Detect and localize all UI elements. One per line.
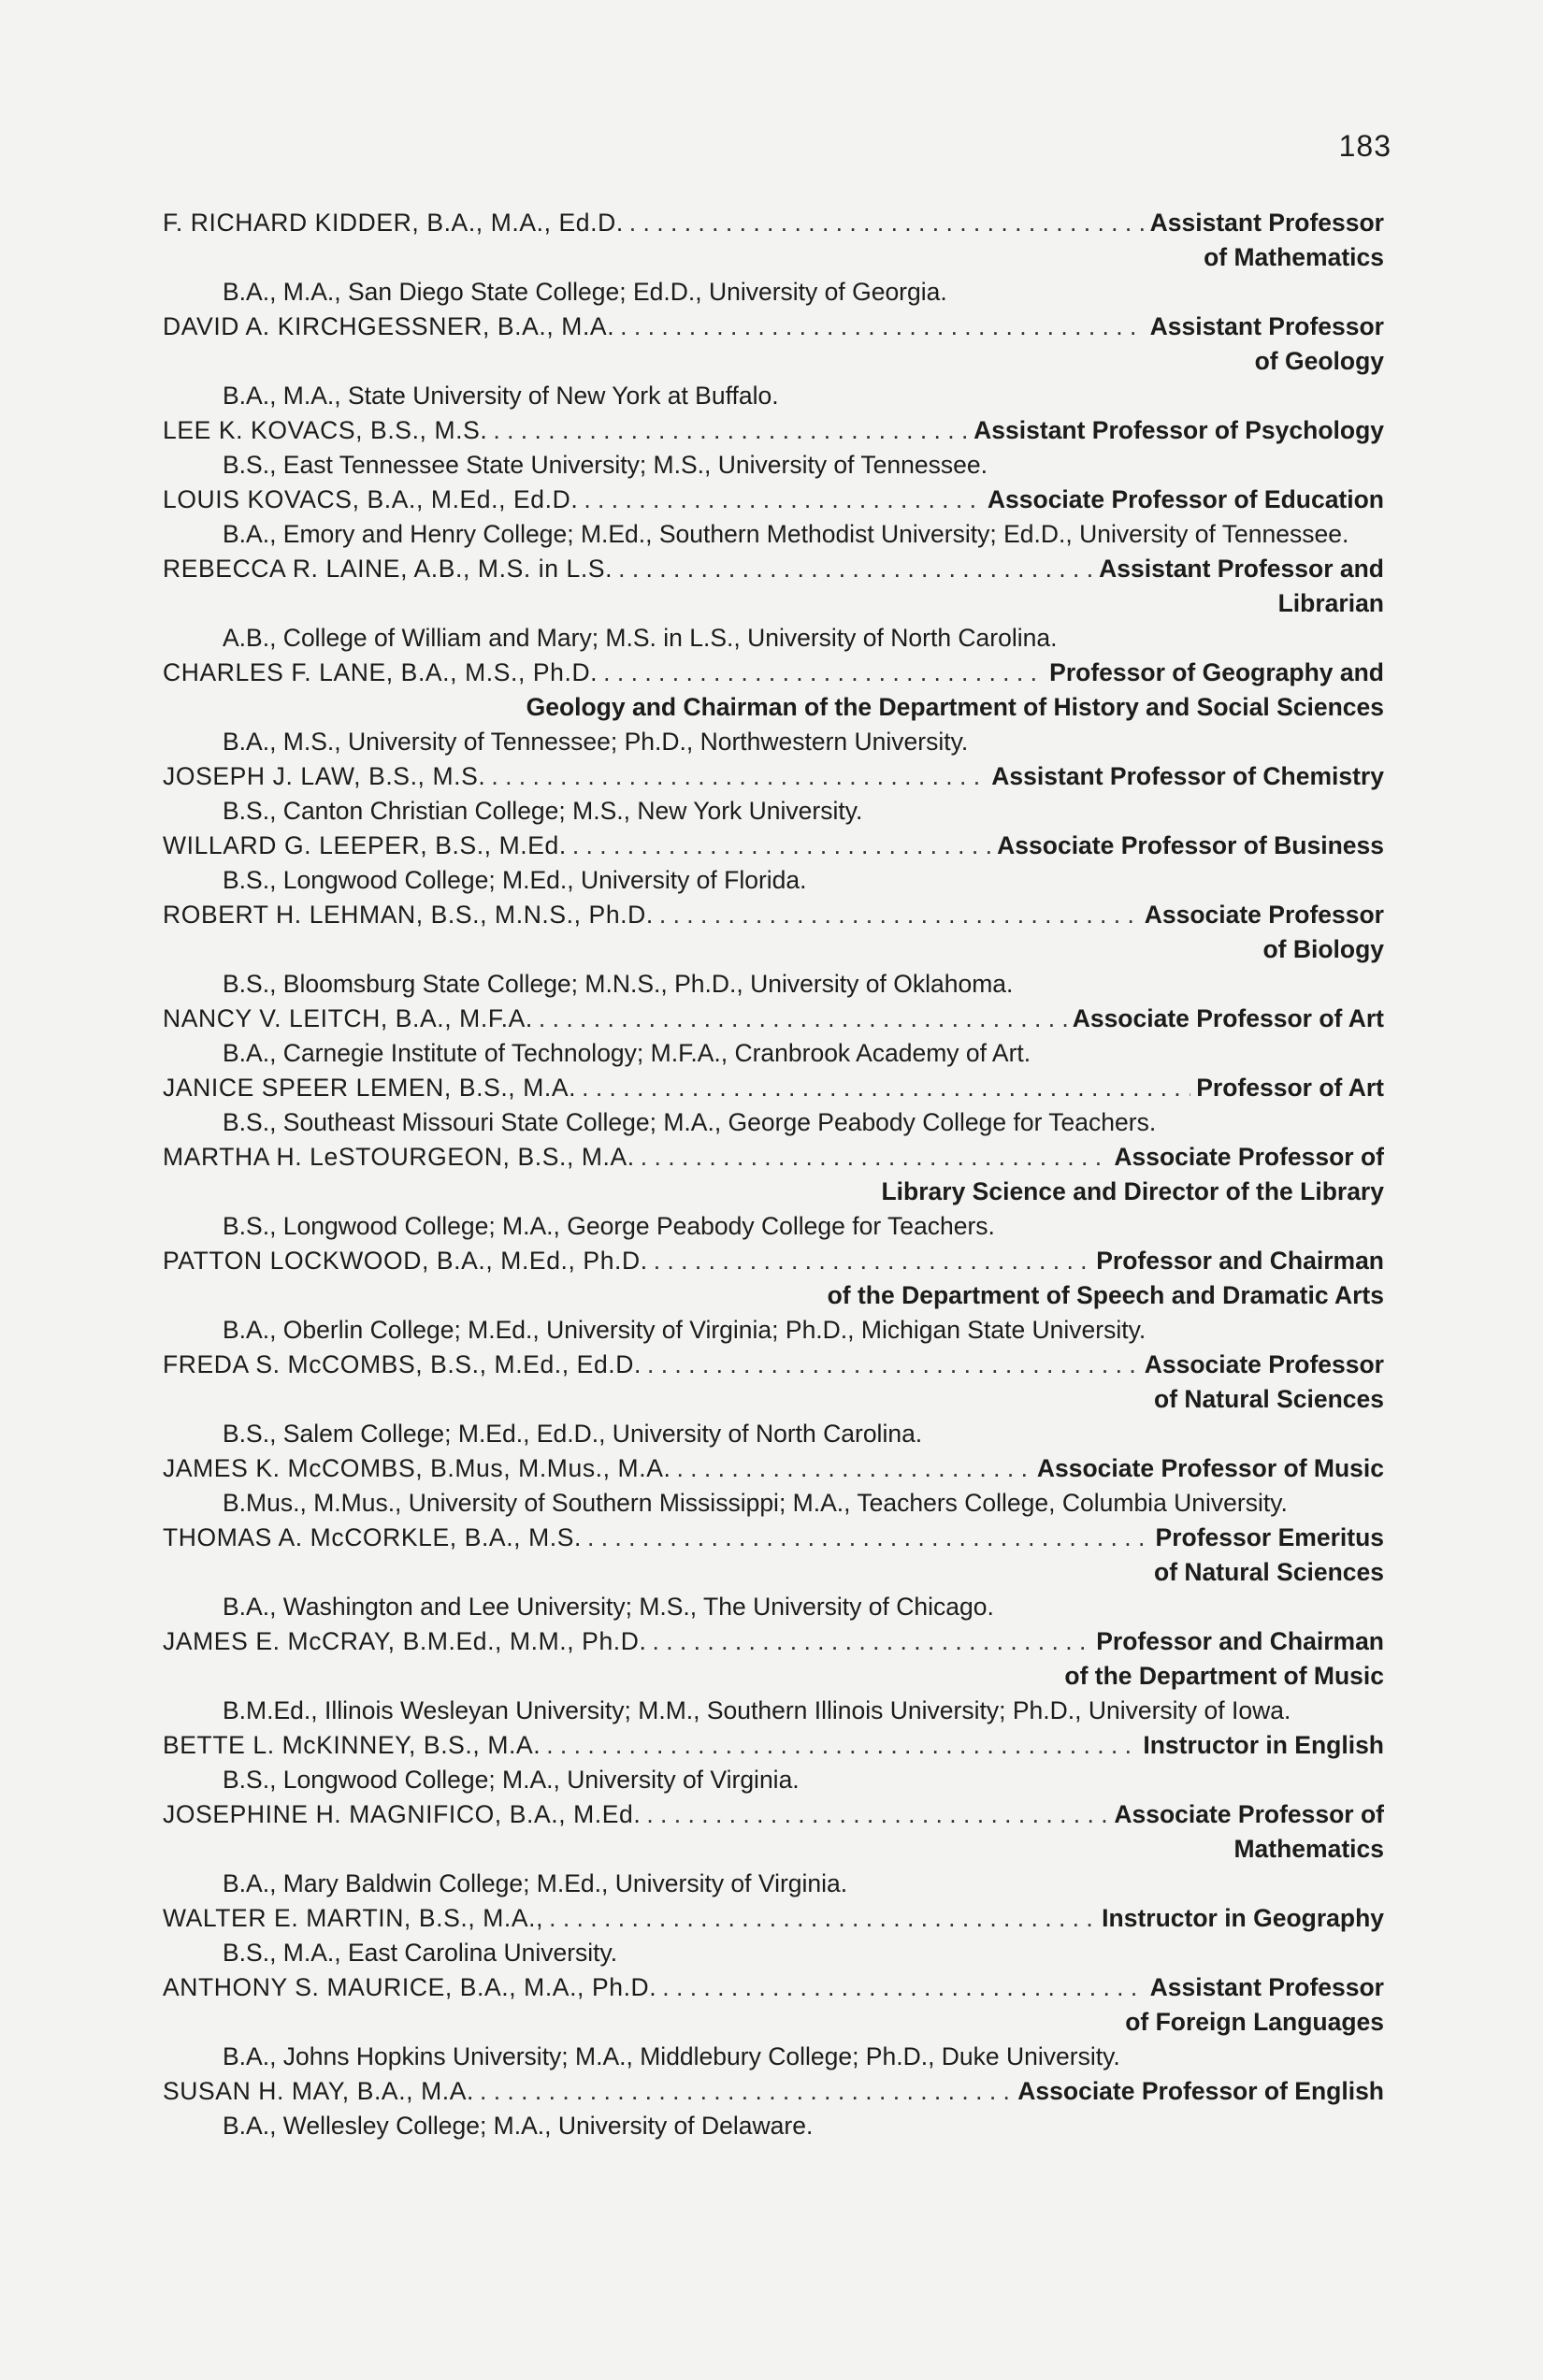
page-number: 183 [1338,129,1392,163]
faculty-name: FREDA S. McCOMBS, B.S., M.Ed., Ed.D. [163,1350,642,1378]
faculty-title: Professor of Geography and [1049,658,1384,686]
faculty-title-continued: of the Department of Music [1064,1662,1384,1690]
faculty-name: WALTER E. MARTIN, B.S., M.A., [163,1904,544,1932]
dot-leader [603,656,1044,690]
entry-heading-line [163,1624,1384,1659]
faculty-degrees: B.A., Emory and Henry College; M.Ed., Southern Methodist University; Ed.D., University of Tennessee. [223,520,1349,548]
faculty-entry [163,1451,1384,1521]
faculty-entry [163,1140,1384,1244]
faculty-name: LEE K. KOVACS, B.S., M.S. [163,416,488,444]
entry-heading-line [163,1970,1384,2005]
faculty-title-continued: of Biology [1262,935,1384,963]
faculty-name: CHARLES F. LANE, B.A., M.S., Ph.D. [163,658,598,686]
faculty-title-continued: of the Department of Speech and Dramatic Arts [827,1281,1384,1309]
faculty-title: Assistant Professor [1149,209,1384,237]
faculty-degrees: B.S., Southeast Missouri State College; M.A., George Peabody College for Teachers. [223,1108,1157,1136]
faculty-degrees: B.S., Bloomsburg State College; M.N.S., Ph.D., University of Oklahoma. [223,970,1014,998]
faculty-degrees: B.S., Longwood College; M.A., George Peabody College for Teachers. [223,1212,995,1240]
dot-leader [587,1521,1150,1555]
faculty-name: ROBERT H. LEHMAN, B.S., M.N.S., Ph.D. [163,901,654,929]
faculty-entry [163,1071,1384,1140]
faculty-title-continued: Geology and Chairman of the Department of History and Social Sciences [526,693,1384,721]
faculty-title: Associate Professor [1144,901,1384,929]
faculty-entry [163,310,1384,413]
entry-heading-line [163,1244,1384,1278]
faculty-name: BETTE L. McKINNEY, B.S., M.A. [163,1731,541,1759]
faculty-entry [163,898,1384,1002]
entry-heading-line [163,206,1384,240]
faculty-entry [163,1244,1384,1348]
faculty-entry [163,1002,1384,1071]
faculty-title-continued: Mathematics [1233,1835,1384,1863]
faculty-name: JAMES K. McCOMBS, B.Mus, M.Mus., M.A. [163,1454,671,1482]
faculty-degrees: B.M.Ed., Illinois Wesleyan University; M.M., Southern Illinois University; Ph.D., University of Iowa. [223,1696,1291,1724]
faculty-name: DAVID A. KIRCHGESSNER, B.A., M.A. [163,312,615,340]
faculty-entry [163,1521,1384,1624]
faculty-title: Professor and Chairman [1096,1247,1384,1275]
faculty-degrees: B.A., Wellesley College; M.A., University of Delaware. [223,2112,814,2140]
faculty-degrees: B.A., M.A., San Diego State College; Ed.D., University of Georgia. [223,278,947,306]
faculty-degrees: A.B., College of William and Mary; M.S. in L.S., University of North Carolina. [223,624,1058,652]
faculty-degrees: B.S., M.A., East Carolina University. [223,1939,618,1967]
faculty-title: Instructor in English [1143,1731,1384,1759]
faculty-title-continued: of Natural Sciences [1154,1385,1384,1413]
entry-heading-line [163,310,1384,344]
faculty-degrees: B.A., Carnegie Institute of Technology; M.F.A., Cranbrook Academy of Art. [223,1039,1031,1067]
faculty-entry [163,759,1384,829]
faculty-degrees: B.Mus., M.Mus., University of Southern Mississippi; M.A., Teachers College, Columbia University. [223,1489,1288,1517]
dot-leader [662,1970,1144,2005]
faculty-name: NANCY V. LEITCH, B.A., M.F.A. [163,1004,533,1032]
entry-heading-line [163,1002,1384,1036]
entry-heading-line [163,1901,1384,1936]
faculty-directory [163,206,1384,2143]
faculty-title: Assistant Professor [1149,1973,1384,2001]
faculty-title: Assistant Professor [1149,312,1384,340]
faculty-title: Associate Professor of [1114,1800,1384,1828]
faculty-degrees: B.A., Oberlin College; M.Ed., University of Virginia; Ph.D., Michigan State University. [223,1316,1146,1344]
dot-leader [646,1797,1108,1832]
dot-leader [629,206,1145,240]
faculty-entry [163,1728,1384,1797]
faculty-title: Assistant Professor of Psychology [973,416,1384,444]
entry-heading-line [163,1728,1384,1763]
dot-leader [582,1071,1190,1105]
faculty-name: JANICE SPEER LEMEN, B.S., M.A. [163,1074,577,1102]
faculty-title: Professor of Art [1196,1074,1384,1102]
faculty-degrees: B.S., Salem College; M.Ed., Ed.D., University of North Carolina. [223,1420,923,1448]
entry-heading-line [163,413,1384,448]
entry-heading-line [163,1521,1384,1555]
faculty-title: Associate Professor of Business [997,831,1384,859]
faculty-degrees: B.S., Longwood College; M.Ed., University of Florida. [223,866,807,894]
dot-leader [654,1244,1091,1278]
faculty-entry [163,413,1384,483]
faculty-name: WILLARD G. LEEPER, B.S., M.Ed. [163,831,567,859]
entry-heading-line [163,552,1384,586]
faculty-title: Associate Professor of Music [1036,1454,1384,1482]
faculty-entry [163,2074,1384,2143]
faculty-name: JOSEPHINE H. MAGNIFICO, B.A., M.Ed. [163,1800,642,1828]
dot-leader [652,1624,1090,1659]
faculty-entry [163,1797,1384,1901]
dot-leader [618,552,1093,586]
entry-heading-line [163,656,1384,690]
faculty-degrees: B.A., M.S., University of Tennessee; Ph.D., Northwestern University. [223,728,969,756]
faculty-entry [163,1970,1384,2074]
faculty-entry [163,656,1384,759]
entry-heading-line [163,1797,1384,1832]
entry-heading-line [163,1140,1384,1175]
dot-leader [491,759,986,794]
faculty-title-continued: of Natural Sciences [1154,1558,1384,1586]
dot-leader [493,413,968,448]
faculty-title: Professor Emeritus [1155,1523,1384,1551]
faculty-name: JAMES E. McCRAY, B.M.Ed., M.M., Ph.D. [163,1627,647,1655]
dot-leader [641,1140,1109,1175]
entry-heading-line [163,1348,1384,1382]
faculty-entry [163,552,1384,656]
faculty-name: F. RICHARD KIDDER, B.A., M.A., Ed.D. [163,209,624,237]
dot-leader [676,1451,1031,1486]
dot-leader [546,1728,1137,1763]
faculty-name: ANTHONY S. MAURICE, B.A., M.A., Ph.D. [163,1973,657,2001]
faculty-name: SUSAN H. MAY, B.A., M.A. [163,2077,474,2105]
dot-leader [647,1348,1139,1382]
faculty-title-continued: of Geology [1254,347,1384,375]
faculty-entry [163,483,1384,552]
faculty-title: Associate Professor [1144,1350,1384,1378]
dot-leader [549,1901,1096,1936]
faculty-title: Associate Professor of [1114,1143,1384,1171]
faculty-title: Associate Professor of Art [1072,1004,1384,1032]
faculty-name: PATTON LOCKWOOD, B.A., M.Ed., Ph.D. [163,1247,648,1275]
faculty-name: REBECCA R. LAINE, A.B., M.S. in L.S. [163,555,613,583]
faculty-name: THOMAS A. McCORKLE, B.A., M.S. [163,1523,582,1551]
faculty-title-continued: Library Science and Director of the Library [881,1177,1384,1205]
faculty-degrees: B.A., Washington and Lee University; M.S., The University of Chicago. [223,1593,994,1621]
faculty-name: MARTHA H. LeSTOURGEON, B.S., M.A. [163,1143,635,1171]
dot-leader [584,483,982,517]
faculty-degrees: B.S., Longwood College; M.A., University of Virginia. [223,1766,800,1794]
entry-heading-line [163,898,1384,932]
faculty-title: Associate Professor of English [1017,2077,1384,2105]
faculty-title-continued: Librarian [1277,589,1384,617]
faculty-title: Professor and Chairman [1096,1627,1384,1655]
faculty-title: Associate Professor of Education [987,485,1384,513]
dot-leader [659,898,1139,932]
dot-leader [572,829,991,863]
dot-leader [539,1002,1067,1036]
faculty-title: Assistant Professor and [1099,555,1384,583]
faculty-name: JOSEPH J. LAW, B.S., M.S. [163,762,486,790]
faculty-degrees: B.A., Mary Baldwin College; M.Ed., University of Virginia. [223,1869,848,1897]
faculty-degrees: B.S., Canton Christian College; M.S., New York University. [223,797,863,825]
faculty-entry [163,206,1384,310]
faculty-name: LOUIS KOVACS, B.A., M.Ed., Ed.D. [163,485,579,513]
faculty-degrees: B.A., M.A., State University of New York at Buffalo. [223,382,779,410]
entry-heading-line [163,1451,1384,1486]
faculty-degrees: B.S., East Tennessee State University; M.S., University of Tennessee. [223,451,988,479]
entry-heading-line [163,483,1384,517]
faculty-degrees: B.A., Johns Hopkins University; M.A., Middlebury College; Ph.D., Duke University. [223,2042,1120,2070]
faculty-entry [163,829,1384,898]
faculty-entry [163,1624,1384,1728]
faculty-title-continued: of Mathematics [1204,243,1384,271]
entry-heading-line [163,759,1384,794]
faculty-title: Instructor in Geography [1102,1904,1384,1932]
faculty-title-continued: of Foreign Languages [1125,2008,1384,2036]
faculty-entry [163,1901,1384,1970]
entry-heading-line [163,1071,1384,1105]
entry-heading-line [163,2074,1384,2109]
faculty-title: Assistant Professor of Chemistry [991,762,1384,790]
faculty-entry [163,1348,1384,1451]
dot-leader [480,2074,1012,2109]
entry-heading-line [163,829,1384,863]
dot-leader [620,310,1144,344]
